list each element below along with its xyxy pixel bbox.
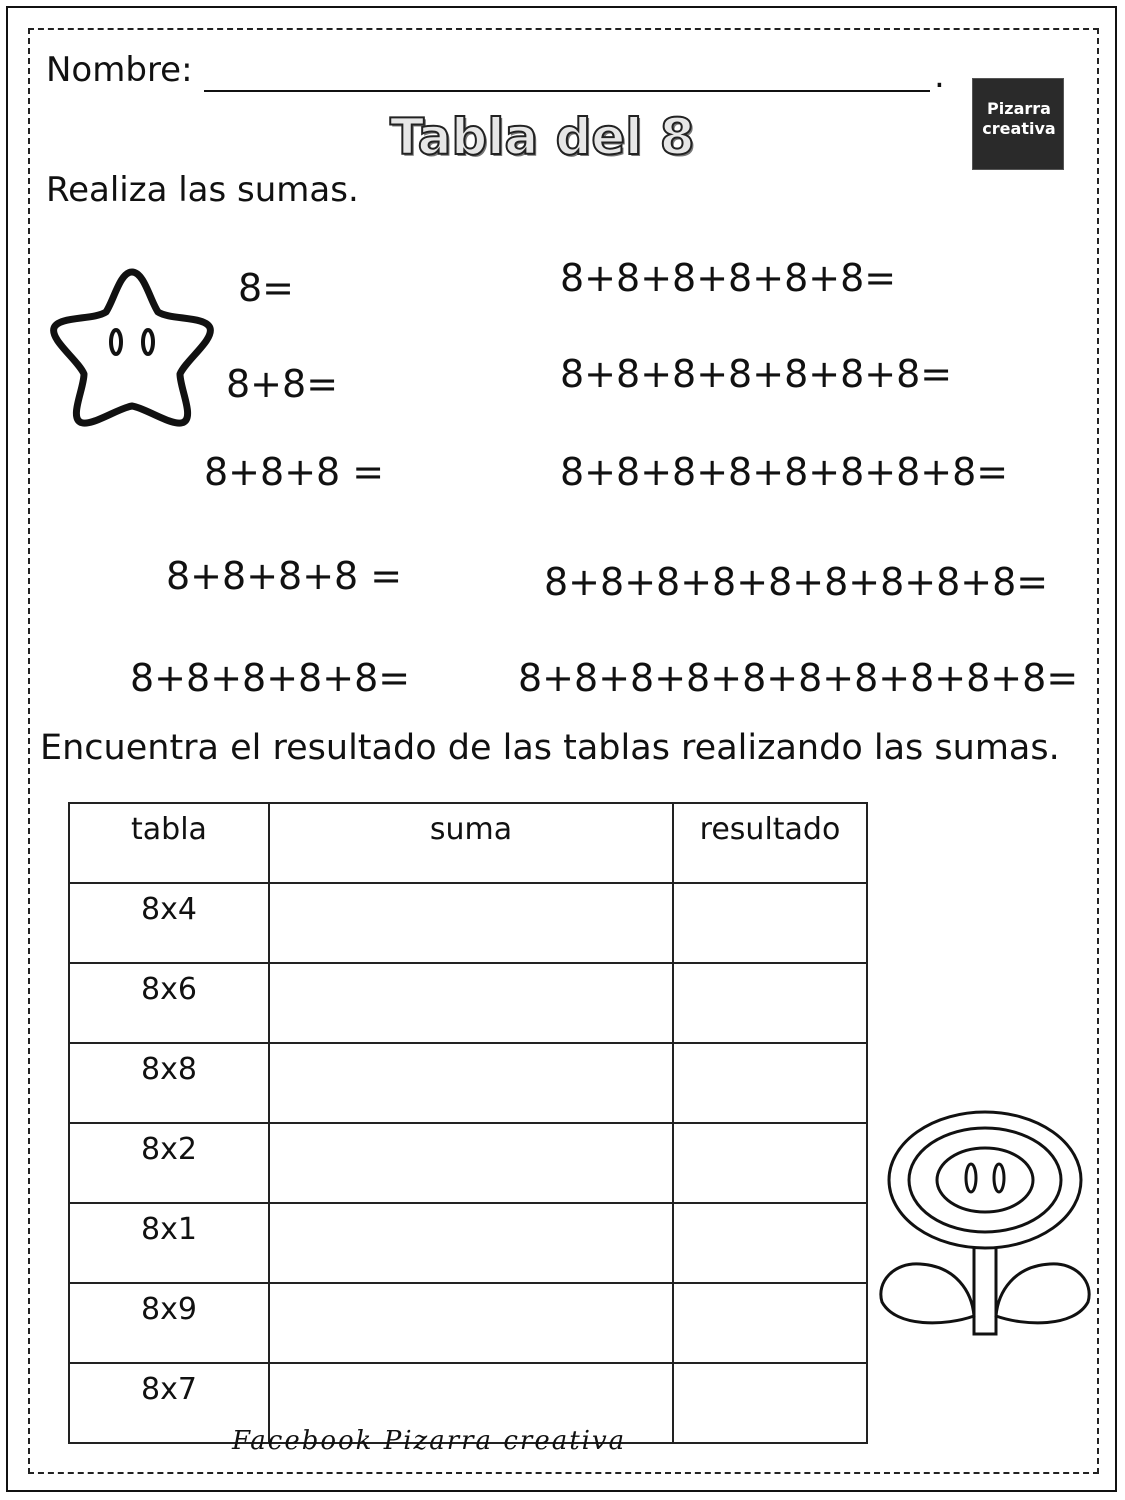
star-character-icon <box>48 266 216 428</box>
table-row <box>69 1283 867 1363</box>
sum-right-5: 8+8+8+8+8+8+8+8+8+8= <box>518 656 1079 700</box>
sum-right-1: 8+8+8+8+8+8= <box>560 256 897 300</box>
sum-cell[interactable] <box>269 963 673 1043</box>
sum-cell[interactable] <box>269 1283 673 1363</box>
logo-text: Pizarra creativa <box>982 99 1056 138</box>
sum-cell[interactable] <box>269 1043 673 1123</box>
sum-cell[interactable] <box>269 883 673 963</box>
header-resultado: resultado <box>673 803 867 883</box>
row-label: 8x7 <box>69 1363 269 1443</box>
result-cell[interactable] <box>673 1043 867 1123</box>
name-label: Nombre: <box>46 50 193 90</box>
result-cell[interactable] <box>673 1283 867 1363</box>
header-suma: suma <box>269 803 673 883</box>
header-tabla: tabla <box>69 803 269 883</box>
row-label: 8x2 <box>69 1123 269 1203</box>
sum-left-4: 8+8+8+8 = <box>166 554 403 598</box>
sum-left-1: 8= <box>238 266 295 310</box>
row-label: 8x6 <box>69 963 269 1043</box>
sum-left-5: 8+8+8+8+8= <box>130 656 411 700</box>
instruction-table: Encuentra el resultado de las tablas realizando las sumas. <box>40 728 1060 768</box>
sum-right-3: 8+8+8+8+8+8+8+8= <box>560 450 1009 494</box>
result-cell[interactable] <box>673 1203 867 1283</box>
pizarra-creativa-logo <box>972 78 1064 170</box>
instruction-sums: Realiza las sumas. <box>46 170 359 210</box>
name-line[interactable] <box>204 90 930 92</box>
result-cell[interactable] <box>673 1363 867 1443</box>
sum-left-3: 8+8+8 = <box>204 450 385 494</box>
row-label: 8x4 <box>69 883 269 963</box>
row-label: 8x8 <box>69 1043 269 1123</box>
result-cell[interactable] <box>673 1123 867 1203</box>
row-label: 8x1 <box>69 1203 269 1283</box>
table-header-row <box>69 803 867 883</box>
worksheet-title: Tabla del 8 <box>390 108 695 166</box>
sum-right-2: 8+8+8+8+8+8+8= <box>560 352 953 396</box>
table-row <box>69 963 867 1043</box>
sum-cell[interactable] <box>269 1203 673 1283</box>
result-cell[interactable] <box>673 963 867 1043</box>
footer-credit: Facebook Pizarra creativa <box>232 1426 627 1456</box>
table-row <box>69 883 867 963</box>
sum-cell[interactable] <box>269 1123 673 1203</box>
result-cell[interactable] <box>673 883 867 963</box>
sum-right-4: 8+8+8+8+8+8+8+8+8= <box>544 560 1049 604</box>
flower-character-icon <box>876 1106 1096 1338</box>
row-label: 8x9 <box>69 1283 269 1363</box>
table-row <box>69 1203 867 1283</box>
sum-left-2: 8+8= <box>226 362 339 406</box>
table-row <box>69 1123 867 1203</box>
name-line-end-dot: . <box>934 56 945 96</box>
table-row <box>69 1043 867 1123</box>
multiplication-table <box>68 802 868 1444</box>
